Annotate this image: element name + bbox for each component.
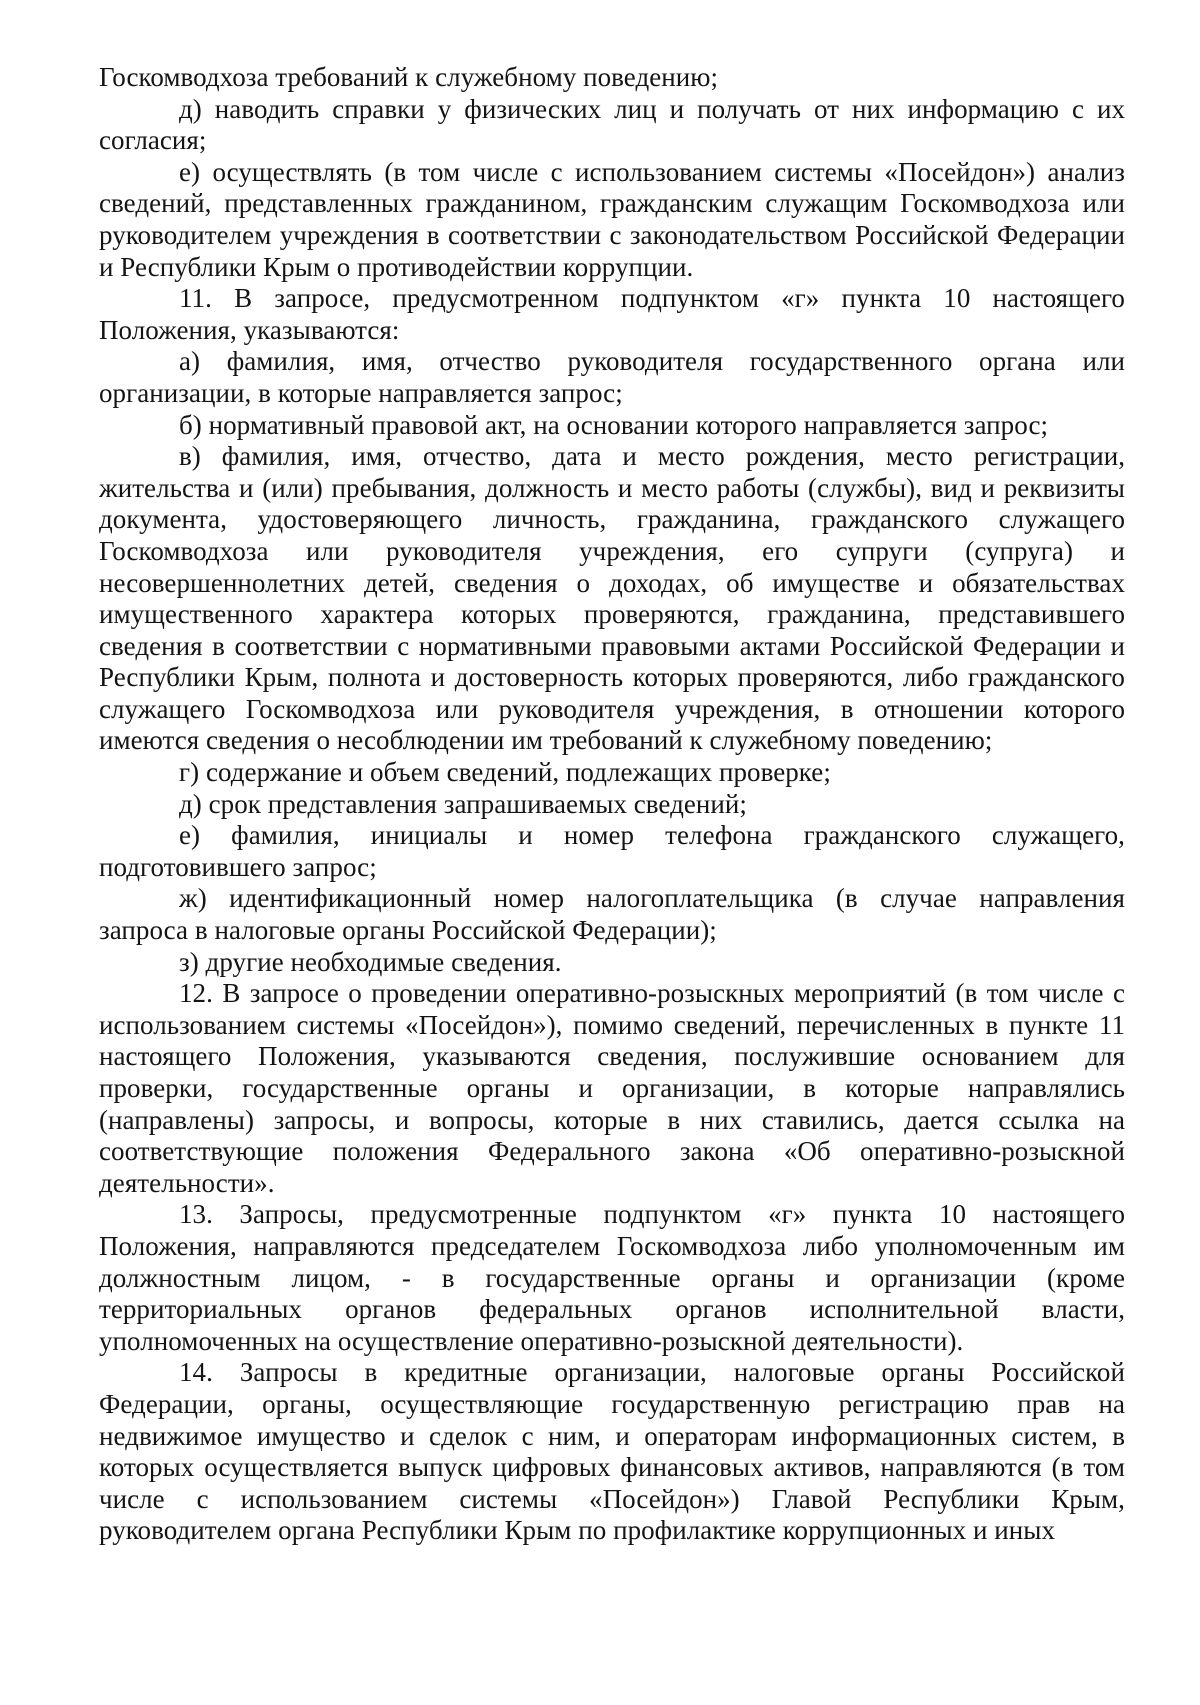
paragraph-10e: е) осуществлять (в том числе с использованием системы «Посейдон») анализ сведений, представленных гражданином, гражданским служащим Госкомводхоза или руководителем учреждения в соответствии с законодательством Российской Федерации и Республики Крым о противодействии коррупции. [99, 156, 1125, 282]
paragraph-12: 12. В запросе о проведении оперативно-розыскных мероприятий (в том числе с использованием системы «Посейдон»), помимо сведений, перечисленных в пункте 11 настоящего Положения, указываются сведения, послужившие основанием для проверки, государственные органы и организации, в которые направлялись (направлены) запросы, и вопросы, которые в них ставились, дается ссылка на соответствующие положения Федерального закона «Об оперативно-розыскной деятельности». [99, 978, 1125, 1198]
paragraph-11: 11. В запросе, предусмотренном подпунктом «г» пункта 10 настоящего Положения, указываются: [99, 283, 1125, 345]
paragraph-11zh: ж) идентификационный номер налогоплательщика (в случае направления запроса в налоговые органы Российской Федерации); [99, 883, 1125, 946]
paragraph-11e: е) фамилия, инициалы и номер телефона гражданского служащего, подготовившего запрос; [99, 820, 1125, 882]
paragraph-14: 14. Запросы в кредитные организации, налоговые органы Российской Федерации, органы, осуществляющие государственную регистрацию прав на недвижимое имущество и сделок с ним, и операторам информационных систем, в которых осуществляется выпуск цифровых финансовых активов, направляются (в том числе с использованием системы «Посейдон») Главой Республики Крым, руководителем органа Республики Крым по профилактике коррупционных и иных [99, 1357, 1125, 1546]
paragraph-13: 13. Запросы, предусмотренные подпунктом «г» пункта 10 настоящего Положения, направляются председателем Госкомводхоза либо уполномоченным им должностным лицом, - в государственные органы и организации (кроме территориальных органов федеральных органов исполнительной власти, уполномоченных на осуществление оперативно-розыскной деятельности). [99, 1199, 1125, 1356]
paragraph-10d: д) наводить справки у физических лиц и получать от них информацию с их согласия; [99, 93, 1125, 156]
paragraph-11a: а) фамилия, имя, отчество руководителя государственного органа или организации, в которые направляется запрос; [99, 346, 1125, 408]
paragraph-11v: в) фамилия, имя, отчество, дата и место рождения, место регистрации, жительства и (или) пребывания, должность и место работы (службы), вид и реквизиты документа, удостоверяющего личность, гражданина, гражданского служащего Госкомводхоза или руководителя учреждения, его супруги (супруга) и несовершеннолетних детей, сведения о доходах, об имуществе и обязательствах имущественного характера которых проверяются, гражданина, представившего сведения в соответствии с нормативными правовыми актами Российской Федерации и Республики Крым, полнота и достоверность которых проверяются, либо гражданского служащего Госкомводхоза или руководителя учреждения, в отношении которого имеются сведения о несоблюдении им требований к служебному поведению; [99, 441, 1125, 756]
paragraph-11z: з) другие необходимые сведения. [179, 946, 562, 977]
paragraph-11g: г) содержание и объем сведений, подлежащих проверке; [179, 757, 831, 788]
paragraph-continuation: Госкомводхоза требований к служебному поведению; [99, 62, 719, 92]
paragraph-11b: б) нормативный правовой акт, на основании которого направляется запрос; [179, 409, 1049, 440]
document-body [99, 62, 1125, 1547]
paragraph-11d: д) срок представления запрашиваемых сведений; [179, 788, 747, 819]
